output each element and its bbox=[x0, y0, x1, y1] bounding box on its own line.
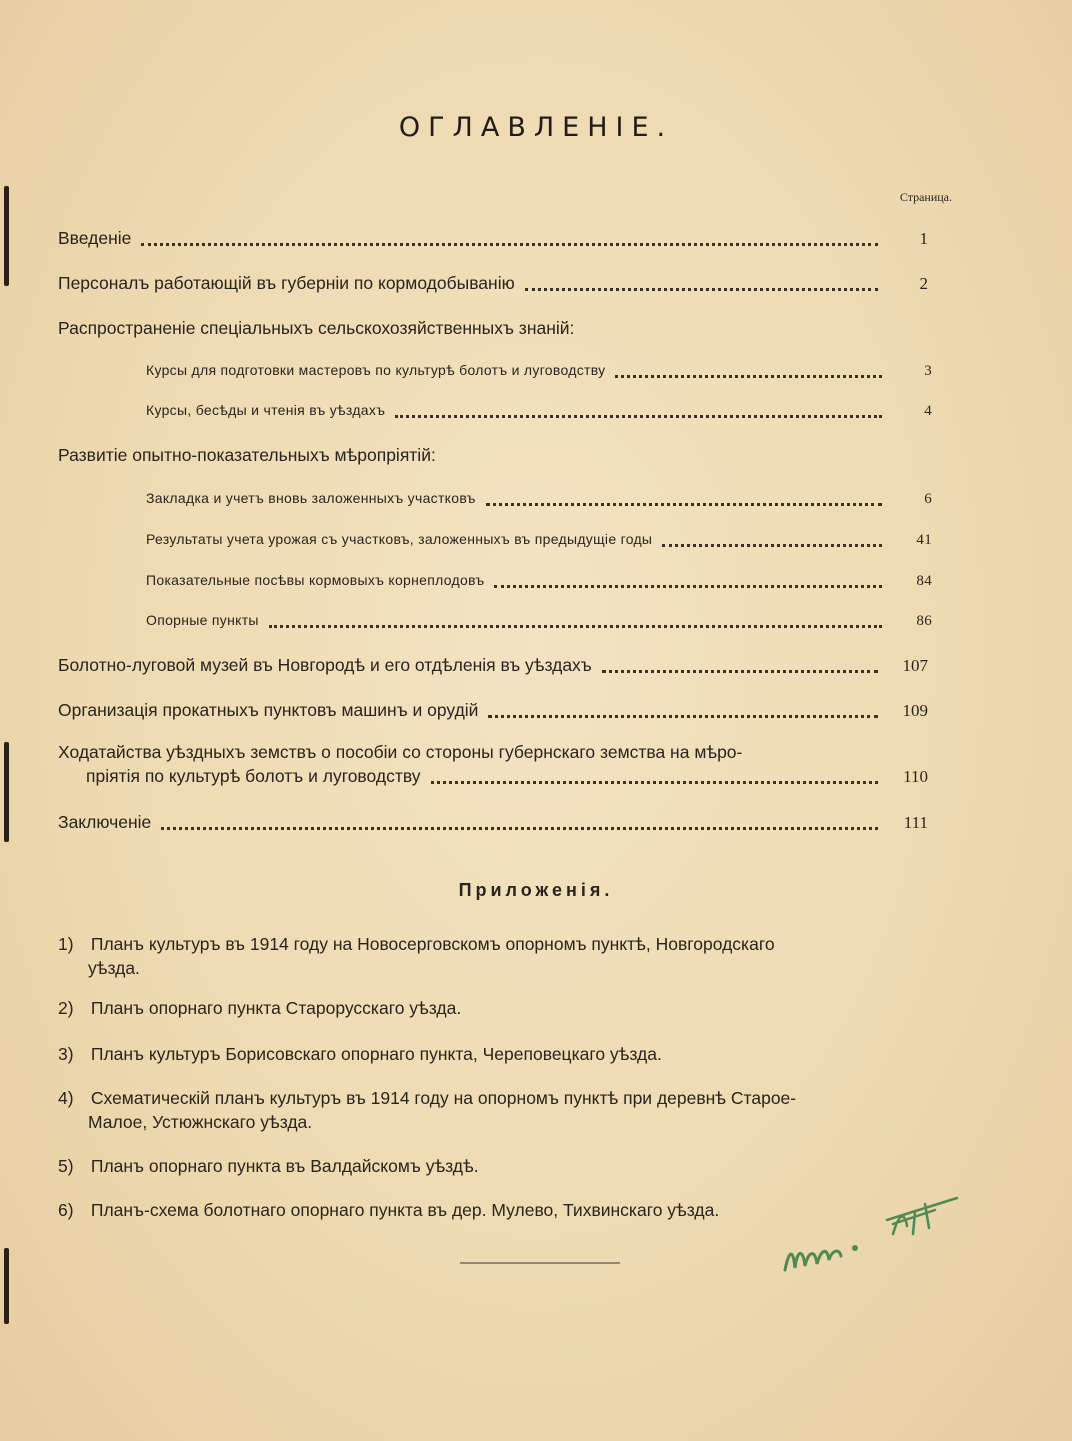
dot-leader bbox=[141, 242, 878, 246]
dot-leader bbox=[494, 584, 882, 588]
dot-leader bbox=[662, 543, 882, 547]
appendix-number: 2) bbox=[58, 998, 74, 1018]
toc-entry-page: 6 bbox=[924, 491, 932, 507]
toc-entry-label: Результаты учета урожая съ участковъ, заложенныхъ въ предыдущіе годы bbox=[146, 531, 653, 547]
appendix-item bbox=[58, 932, 958, 980]
toc-section-heading: Распространеніе спеціальныхъ сельскохозяйственныхъ знаній: bbox=[58, 318, 575, 338]
toc-entry-page: 109 bbox=[902, 701, 928, 720]
toc-subentry bbox=[146, 402, 932, 420]
appendix-item bbox=[58, 1154, 958, 1178]
toc-entry-page: 4 bbox=[924, 403, 932, 419]
toc-entry-page: 84 bbox=[916, 573, 932, 589]
dot-leader bbox=[486, 502, 882, 506]
dot-leader bbox=[525, 287, 878, 291]
binding-mark-bottom bbox=[4, 1248, 9, 1324]
appendix-text: Планъ опорнаго пункта въ Валдайскомъ уѣздѣ. bbox=[90, 1156, 479, 1176]
dot-leader bbox=[161, 826, 878, 830]
appendix-text: Схематическій планъ культуръ въ 1914 году на опорномъ пунктѣ при деревнѣ Старое- bbox=[90, 1088, 797, 1108]
appendix-number: 1) bbox=[58, 934, 74, 954]
toc-entry-label: Курсы, бесѣды и чтенія въ уѣздахъ bbox=[146, 402, 386, 418]
toc-entry bbox=[58, 700, 928, 721]
toc-entry-page: 2 bbox=[919, 274, 928, 293]
toc-entry-page: 41 bbox=[916, 532, 932, 548]
toc-entry bbox=[58, 228, 928, 249]
toc-entry-page: 86 bbox=[916, 613, 932, 629]
toc-entry bbox=[58, 655, 928, 676]
appendix-item bbox=[58, 1086, 958, 1134]
closing-rule bbox=[460, 1262, 620, 1264]
appendix-heading: Приложенія. bbox=[458, 880, 614, 900]
toc-entry-label: Закладка и учетъ вновь заложенныхъ участковъ bbox=[146, 490, 476, 506]
toc-entry-page: 1 bbox=[919, 229, 928, 248]
toc-entry-second-line bbox=[58, 766, 928, 787]
dot-leader bbox=[615, 374, 882, 378]
appendix-text: Планъ-схема болотнаго опорнаго пункта въ дер. Мулево, Тихвинскаго уѣзда. bbox=[90, 1200, 720, 1220]
page-column-header: Страница. bbox=[899, 190, 952, 204]
appendix-number: 6) bbox=[58, 1200, 74, 1220]
toc-entry-page: 110 bbox=[903, 767, 928, 786]
toc-entry-page: 111 bbox=[903, 813, 928, 832]
appendix-item bbox=[58, 1042, 958, 1066]
appendix-text: Планъ культуръ въ 1914 году на Новосерговскомъ опорномъ пунктѣ, Новгородскаго bbox=[90, 934, 775, 954]
toc-entry-label: Заключеніе bbox=[58, 812, 152, 832]
toc-entry-label: Болотно-луговой музей въ Новгородѣ и его отдѣленія въ уѣздахъ bbox=[58, 655, 592, 675]
appendix-number: 4) bbox=[58, 1088, 74, 1108]
toc-entry-multiline bbox=[58, 742, 928, 787]
appendix-number: 3) bbox=[58, 1044, 74, 1064]
toc-entry-label-line1: Ходатайства уѣздныхъ земствъ о пособіи со стороны губернскаго земства на мѣро- bbox=[58, 742, 743, 762]
toc-entry-label: Введеніе bbox=[58, 228, 132, 248]
toc-entry bbox=[58, 273, 928, 294]
toc-entry-page: 107 bbox=[902, 656, 928, 675]
toc-entry-label: Персоналъ работающій въ губерніи по кормодобыванію bbox=[58, 273, 515, 293]
toc-entry-label: Опорные пункты bbox=[146, 612, 259, 628]
toc-entry bbox=[58, 812, 928, 833]
appendix-text: Планъ культуръ Борисовскаго опорнаго пункта, Череповецкаго уѣзда. bbox=[90, 1044, 662, 1064]
appendix-item bbox=[58, 996, 958, 1020]
toc-subentry bbox=[146, 612, 932, 630]
toc-subentry bbox=[146, 490, 932, 508]
dot-leader bbox=[602, 669, 878, 673]
toc-entry-label-line2: пріятія по культурѣ болотъ и луговодству bbox=[86, 766, 421, 786]
page-title: ОГЛАВЛЕНІЕ. bbox=[398, 112, 674, 143]
toc-entry-label: Курсы для подготовки мастеровъ по культурѣ болотъ и луговодству bbox=[146, 362, 606, 378]
toc-subentry bbox=[146, 572, 932, 590]
toc-entry-label: Показательные посѣвы кормовыхъ корнеплодовъ bbox=[146, 572, 485, 588]
dot-leader bbox=[488, 714, 878, 718]
dot-leader bbox=[395, 414, 882, 418]
appendix-text-cont: уѣзда. bbox=[88, 958, 140, 978]
appendix-text-cont: Малое, Устюжнскаго уѣзда. bbox=[88, 1112, 313, 1132]
toc-entry-page: 3 bbox=[924, 363, 932, 379]
toc-subentry bbox=[146, 362, 932, 380]
toc-section-heading: Развитіе опытно-показательныхъ мѣропріятій: bbox=[58, 445, 436, 465]
toc-entry-label: Организація прокатныхъ пунктовъ машинъ и орудій bbox=[58, 700, 479, 720]
dot-leader bbox=[431, 780, 878, 784]
appendix-number: 5) bbox=[58, 1156, 74, 1176]
binding-mark-top bbox=[4, 186, 9, 286]
appendix-text: Планъ опорнаго пункта Старорусскаго уѣзда. bbox=[90, 998, 462, 1018]
toc-subentry bbox=[146, 531, 932, 549]
dot-leader bbox=[269, 624, 882, 628]
handwritten-inventory-note bbox=[775, 1190, 965, 1290]
binding-mark-middle bbox=[4, 742, 9, 842]
